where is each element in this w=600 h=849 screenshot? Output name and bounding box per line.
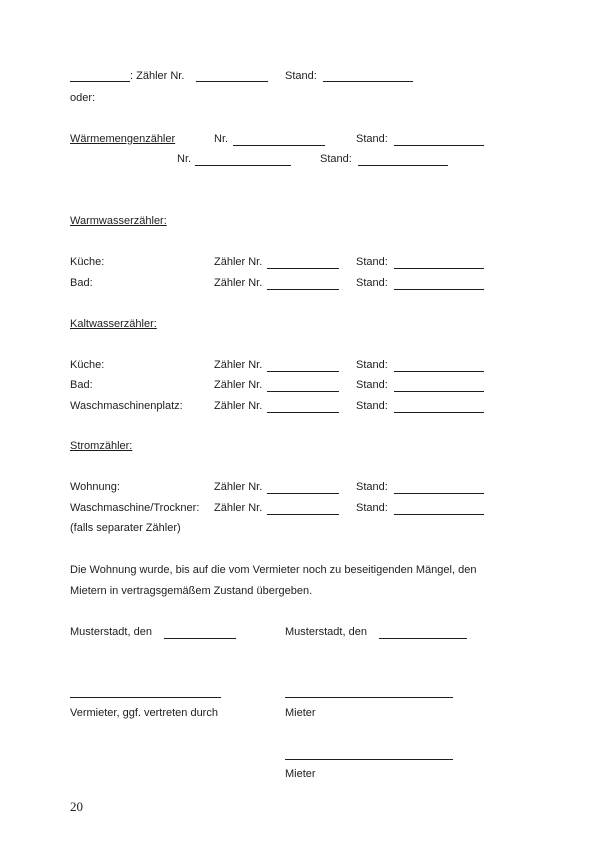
cold-water-row-label: Bad: [70,379,93,391]
tenant-signature-line-2[interactable] [285,759,453,760]
cold-water-meter-label: Zähler Nr. [214,379,263,391]
electricity-stand-label: Stand: [356,502,388,514]
electricity-stand-blank[interactable] [394,514,484,515]
warm-water-row-label: Küche: [70,256,105,268]
cold-water-stand-label: Stand: [356,379,388,391]
heat-meter-heading: Wärmemengenzähler [70,133,176,145]
cold-water-stand-label: Stand: [356,400,388,412]
warm-water-meter-label: Zähler Nr. [214,256,263,268]
warm-water-stand-blank[interactable] [394,268,484,269]
cold-water-stand-blank[interactable] [394,412,484,413]
stand-label: Stand: [285,70,317,82]
cold-water-stand-blank[interactable] [394,391,484,392]
date-left-blank[interactable] [164,638,236,639]
landlord-signature-line[interactable] [70,697,221,698]
cold-water-meter-label: Zähler Nr. [214,359,263,371]
warm-water-meter-blank[interactable] [267,289,339,290]
heat-stand-label-2: Stand: [320,153,352,165]
electricity-meter-label: Zähler Nr. [214,481,263,493]
or-label: oder: [70,92,96,104]
tenant-signature-label-1: Mieter [285,707,316,719]
warm-water-row-label: Bad: [70,277,93,289]
page-number: 20 [70,799,83,814]
warm-water-meter-blank[interactable] [267,268,339,269]
heat-stand-blank[interactable] [394,145,484,146]
heat-nr-blank[interactable] [233,145,325,146]
cold-water-meter-blank[interactable] [267,412,339,413]
separate-meter-note: (falls separater Zähler) [70,522,181,534]
meter-number-blank[interactable] [196,81,268,82]
tenant-signature-label-2: Mieter [285,768,316,780]
cold-water-meter-label: Zähler Nr. [214,400,263,412]
cold-water-row-label: Waschmaschinenplatz: [70,400,183,412]
heat-nr-label-2: Nr. [177,153,192,165]
warm-water-heading: Warmwasserzähler: [70,215,167,227]
heat-nr-label: Nr. [214,133,229,145]
heat-stand-label: Stand: [356,133,388,145]
tenant-signature-line-1[interactable] [285,697,453,698]
electricity-meter-blank[interactable] [267,493,339,494]
cold-water-row-label: Küche: [70,359,105,371]
stand-blank[interactable] [323,81,413,82]
cold-water-meter-blank[interactable] [267,371,339,372]
electricity-meter-blank[interactable] [267,514,339,515]
heat-stand-blank-2[interactable] [358,165,448,166]
electricity-heading: Stromzähler: [70,440,133,452]
electricity-stand-label: Stand: [356,481,388,493]
warm-water-stand-label: Stand: [356,277,388,289]
heat-nr-blank-2[interactable] [195,165,291,166]
electricity-row-label: Waschmaschine/Trockner: [70,502,200,514]
place-date-right-label: Musterstadt, den [285,626,367,638]
warm-water-stand-blank[interactable] [394,289,484,290]
handover-statement-line2: Mietern in vertragsgemäßem Zustand übergeben. [70,585,313,597]
date-right-blank[interactable] [379,638,467,639]
meter-type-blank[interactable] [70,81,130,82]
warm-water-meter-label: Zähler Nr. [214,277,263,289]
landlord-signature-label: Vermieter, ggf. vertreten durch [70,707,218,719]
handover-statement-line1: Die Wohnung wurde, bis auf die vom Vermieter noch zu beseitigenden Mängel, den [70,564,477,576]
electricity-row-label: Wohnung: [70,481,120,493]
cold-water-heading: Kaltwasserzähler: [70,318,157,330]
meter-number-label: : Zähler Nr. [130,70,185,82]
electricity-stand-blank[interactable] [394,493,484,494]
cold-water-stand-label: Stand: [356,359,388,371]
warm-water-stand-label: Stand: [356,256,388,268]
cold-water-meter-blank[interactable] [267,391,339,392]
cold-water-stand-blank[interactable] [394,371,484,372]
electricity-meter-label: Zähler Nr. [214,502,263,514]
place-date-left-label: Musterstadt, den [70,626,152,638]
